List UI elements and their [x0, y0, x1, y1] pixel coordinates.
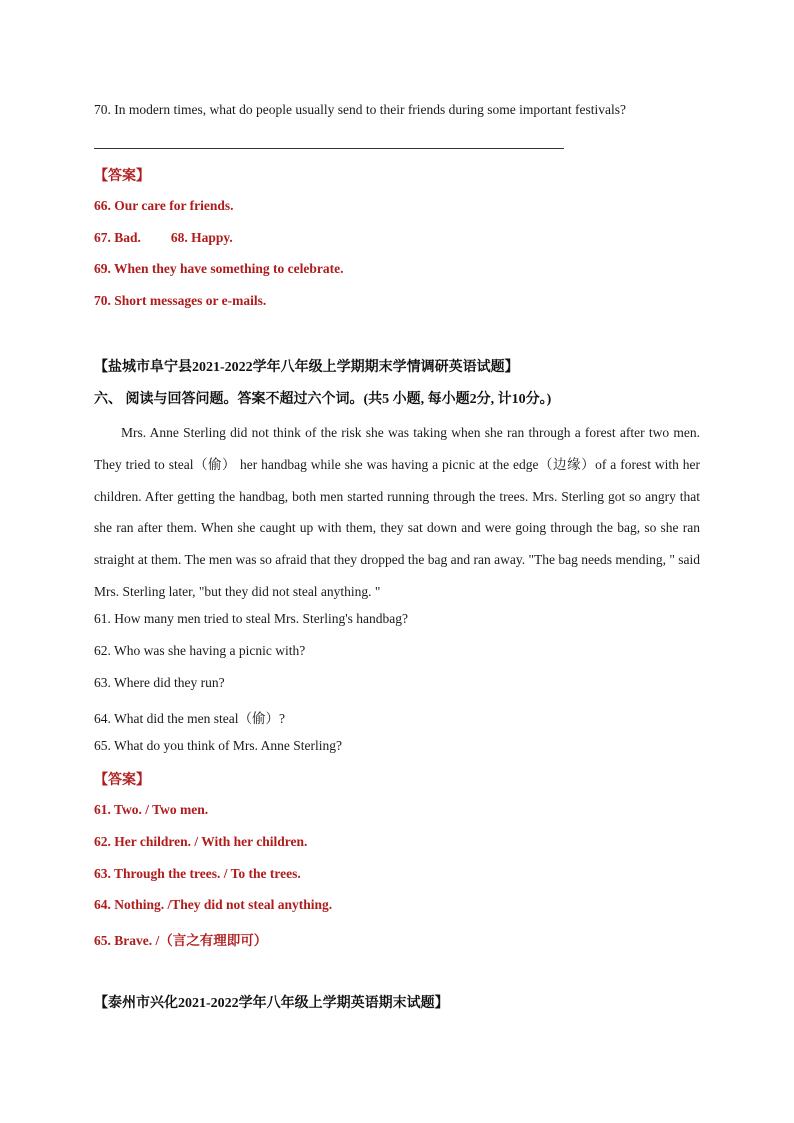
answer-67: 67. Bad.	[94, 230, 141, 245]
answer-68: 68. Happy.	[170, 230, 233, 245]
section-title: 【盐城市阜宁县2021-2022学年八年级上学期期末学情调研英语试题】	[94, 360, 519, 375]
question-65: 65. What do you think of Mrs. Anne Sterling?	[94, 738, 342, 753]
answer-69: 69. When they have something to celebrate.	[94, 261, 344, 276]
question-64: 64. What did the men steal（偷）?	[94, 711, 285, 726]
question-61: 61. How many men tried to steal Mrs. Sterling's handbag?	[94, 611, 409, 626]
answer-61: 61. Two. / Two men.	[94, 802, 209, 817]
answer-62: 62. Her children. / With her children.	[94, 834, 308, 849]
question-63: 63. Where did they run?	[94, 675, 225, 690]
section-instruction: 六、 阅读与回答问题。答案不超过六个词。(共5 小题, 每小题2分, 计10分。)	[94, 392, 552, 407]
question-70: 70. In modern times, what do people usually send to their friends during some important festivals?	[94, 102, 627, 117]
answer-heading: 【答案】	[94, 773, 150, 788]
answer-67-68	[94, 230, 233, 246]
answer-64: 64. Nothing. /They did not steal anything.	[94, 897, 333, 912]
answer-heading: 【答案】	[94, 169, 150, 184]
answer-line	[94, 148, 564, 149]
answer-63: 63. Through the trees. / To the trees.	[94, 866, 301, 881]
question-62: 62. Who was she having a picnic with?	[94, 643, 306, 658]
answer-66: 66. Our care for friends.	[94, 198, 234, 213]
answer-65: 65. Brave. /（言之有理即可）	[94, 933, 268, 948]
section-title: 【泰州市兴化2021-2022学年八年级上学期英语期末试题】	[94, 996, 449, 1011]
answer-70: 70. Short messages or e-mails.	[94, 293, 267, 308]
reading-passage: Mrs. Anne Sterling did not think of the risk she was taking when she ran through a forest after two men. They tried to steal（偷） her handbag while she was having a picnic at the edge（边缘）of a forest with her children. After getting the handbag, both men started running through the trees. Mrs. Sterling got so angry that she ran after them. When she caught up with them, they sat down and were going through the bag, so she ran straight at them. The men was so afraid that they dropped the bag and ran away. "The bag needs mending, " said Mrs. Sterling later, "but they did not steal anything. "	[94, 425, 700, 599]
